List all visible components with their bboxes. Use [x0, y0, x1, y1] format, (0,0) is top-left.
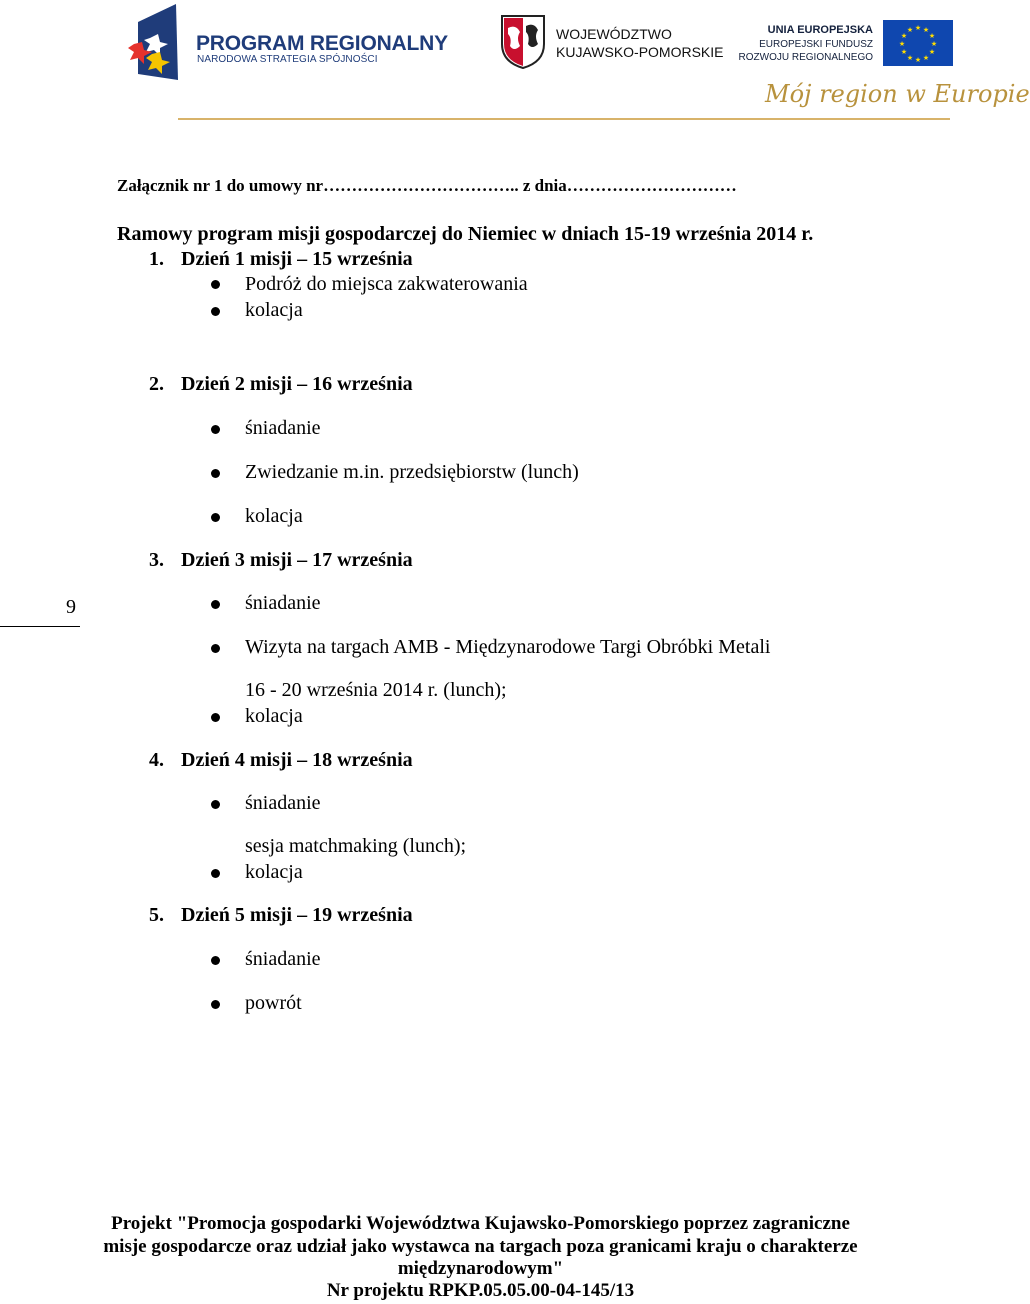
list-item: Wizyta na targach AMB - Międzynarodowe Targi Obróbki Metali	[245, 636, 771, 658]
document-title: Ramowy program misji gospodarczej do Niemiec w dniach 15-19 września 2014 r.	[117, 223, 814, 245]
program-regionalny-emblem-icon	[130, 4, 190, 84]
svg-text:★: ★	[914, 24, 922, 32]
list-item: kolacja	[245, 505, 303, 527]
day-title: Dzień 4 misji – 18 września	[181, 749, 413, 771]
day-heading	[149, 248, 413, 271]
day-heading	[149, 904, 413, 927]
list-item: kolacja	[245, 861, 303, 883]
svg-text:★: ★	[898, 40, 906, 48]
bullet-icon	[211, 425, 220, 434]
day-number: 4.	[149, 749, 164, 771]
annex-line: Załącznik nr 1 do umowy nr…………………………….. z dnia…………………………	[117, 176, 737, 195]
day-title: Dzień 5 misji – 19 września	[181, 904, 413, 926]
page-number: 9	[66, 596, 76, 618]
day-number: 2.	[149, 373, 164, 395]
svg-text:★: ★	[922, 26, 930, 34]
day-heading	[149, 549, 413, 572]
day-heading	[149, 373, 413, 396]
page-number-rule	[0, 626, 80, 627]
bullet-icon	[211, 800, 220, 809]
bullet-icon	[211, 869, 220, 878]
bullet-icon	[211, 307, 220, 316]
bullet-icon	[211, 469, 220, 478]
list-item: śniadanie	[245, 948, 321, 970]
list-item: powrót	[245, 992, 302, 1014]
region-logo-line1: WOJEWÓDZTWO	[556, 26, 672, 42]
svg-text:★: ★	[922, 54, 930, 62]
slogan: Mój region w Europie	[765, 80, 1030, 108]
list-item: kolacja	[245, 299, 303, 321]
footer-line-3: międzynarodowym"	[397, 1258, 564, 1279]
region-logo-line2: KUJAWSKO-POMORSKIE	[556, 44, 724, 60]
day-title: Dzień 3 misji – 17 września	[181, 549, 413, 571]
svg-text:★: ★	[928, 32, 936, 40]
header-divider	[178, 118, 950, 120]
day-title: Dzień 1 misji – 15 września	[181, 248, 413, 270]
day-heading	[149, 749, 413, 772]
eu-logo-line2: EUROPEJSKI FUNDUSZ	[759, 39, 873, 50]
list-item: Zwiedzanie m.in. przedsiębiorstw (lunch)	[245, 461, 579, 483]
bullet-icon	[211, 956, 220, 965]
coat-of-arms-icon	[500, 14, 546, 68]
list-item: Podróż do miejsca zakwaterowania	[245, 273, 528, 295]
eu-flag-icon	[883, 20, 953, 66]
svg-text:★: ★	[914, 56, 922, 64]
svg-text:★: ★	[906, 26, 914, 34]
program-regionalny-logo	[130, 4, 448, 84]
footer-line-1: Projekt "Promocja gospodarki Województwa Kujawsko-Pomorskiego poprzez zagraniczne	[111, 1213, 850, 1234]
svg-text:★: ★	[906, 54, 914, 62]
day-title: Dzień 2 misji – 16 września	[181, 373, 413, 395]
list-item: śniadanie	[245, 592, 321, 614]
program-logo-subtitle: NARODOWA STRATEGIA SPÓJNOŚCI	[197, 54, 378, 65]
day-number: 5.	[149, 904, 164, 926]
bullet-icon	[211, 513, 220, 522]
list-item: śniadanie	[245, 417, 321, 439]
wojewodztwo-logo	[500, 14, 724, 70]
bullet-icon	[211, 713, 220, 722]
bullet-icon	[211, 1000, 220, 1009]
footer-line-2: misje gospodarcze oraz udział jako wystawca na targach poza granicami kraju o charakterze	[103, 1236, 858, 1257]
bullet-icon	[211, 600, 220, 609]
bullet-icon	[211, 280, 220, 289]
svg-text:★: ★	[928, 48, 936, 56]
footer-line-4: Nr projektu RPKP.05.05.00-04-145/13	[326, 1280, 635, 1301]
eu-logo	[738, 16, 955, 70]
day-number: 1.	[149, 248, 164, 270]
day-number: 3.	[149, 549, 164, 571]
svg-text:★: ★	[930, 40, 938, 48]
list-item: śniadanie	[245, 792, 321, 814]
svg-text:★: ★	[900, 32, 908, 40]
bullet-icon	[211, 644, 220, 653]
eu-logo-line3: ROZWOJU REGIONALNEGO	[738, 52, 873, 63]
eu-logo-line1: UNIA EUROPEJSKA	[767, 24, 873, 36]
svg-text:★: ★	[900, 48, 908, 56]
list-item-continuation: 16 - 20 września 2014 r. (lunch);	[245, 679, 507, 701]
list-item: sesja matchmaking (lunch);	[245, 835, 467, 857]
list-item: kolacja	[245, 705, 303, 727]
program-logo-title: PROGRAM REGIONALNY	[196, 32, 448, 55]
